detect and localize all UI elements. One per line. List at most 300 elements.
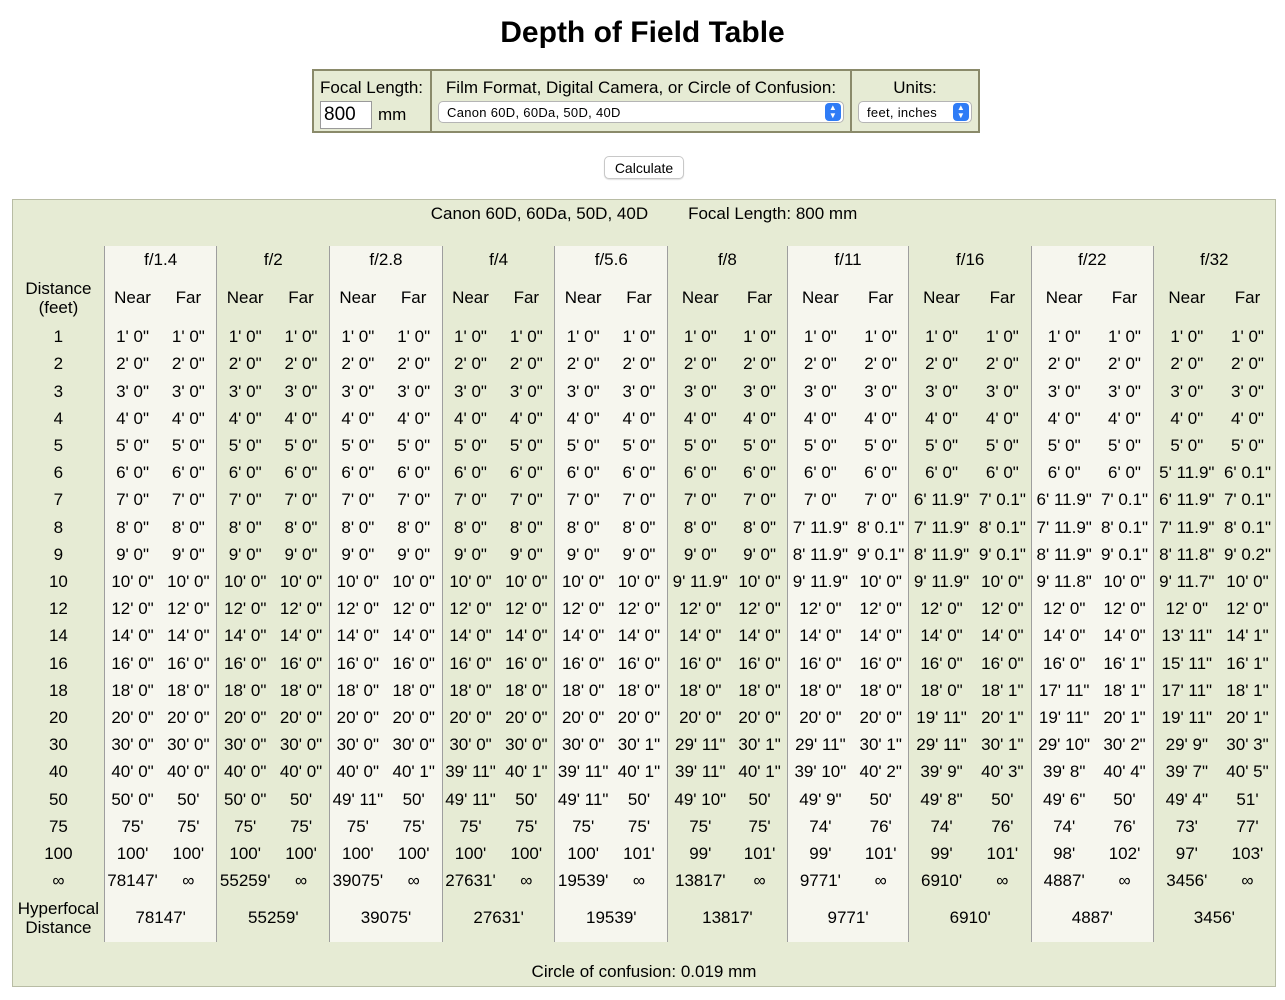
far-header: Far [386, 273, 443, 323]
near-cell: 30' 0" [104, 731, 160, 758]
far-cell: 8' 0.1" [974, 514, 1032, 541]
near-cell: 7' 11.9" [787, 514, 853, 541]
far-cell: 20' 0" [732, 704, 787, 731]
far-cell: 18' 0" [611, 677, 668, 704]
far-cell: 4' 0" [160, 405, 217, 432]
far-cell: 20' 0" [611, 704, 668, 731]
far-cell: 7' 0.1" [974, 486, 1032, 513]
distance-cell: 3 [53, 381, 64, 401]
far-cell: 101' [974, 840, 1032, 867]
far-cell: ∞ [498, 867, 555, 894]
far-cell: 2' 0" [1096, 350, 1153, 377]
far-cell: 75' [386, 813, 443, 840]
near-cell: 75' [555, 813, 611, 840]
near-cell: 99' [787, 840, 853, 867]
far-cell: 30' 1" [732, 731, 787, 758]
far-cell: 8' 0" [160, 514, 217, 541]
table-row [13, 840, 1275, 867]
near-cell: 100' [217, 840, 273, 867]
near-cell: 98' [1032, 840, 1097, 867]
near-cell: 30' 0" [217, 731, 273, 758]
near-cell: 8' 0" [217, 514, 273, 541]
near-cell: 7' 11.9" [1032, 514, 1097, 541]
near-cell: 19' 11" [909, 704, 974, 731]
near-cell: 40' 0" [217, 758, 273, 785]
near-cell: 20' 0" [330, 704, 386, 731]
near-cell: 1' 0" [217, 323, 273, 350]
near-cell: 12' 0" [909, 595, 974, 622]
far-cell: 3' 0" [498, 378, 555, 405]
far-cell: 12' 0" [611, 595, 668, 622]
near-cell: 18' 0" [104, 677, 160, 704]
far-cell: 40' 1" [386, 758, 443, 785]
far-cell: 6' 0" [386, 459, 443, 486]
far-cell: 2' 0" [732, 350, 787, 377]
near-cell: 4' 0" [1153, 405, 1220, 432]
far-cell: 18' 1" [1096, 677, 1153, 704]
result-camera: Canon 60D, 60Da, 50D, 40D [430, 204, 649, 223]
near-cell: 20' 0" [442, 704, 498, 731]
far-cell: 5' 0" [273, 432, 330, 459]
near-cell: 55259' [217, 867, 273, 894]
focal-length-label: Focal Length: [320, 78, 424, 97]
calculator-form [312, 69, 980, 133]
far-cell: 12' 0" [498, 595, 555, 622]
far-cell: 5' 0" [160, 432, 217, 459]
near-cell: 17' 11" [1153, 677, 1220, 704]
distance-cell: 30 [48, 735, 68, 755]
far-cell: 14' 0" [732, 622, 787, 649]
far-cell: 9' 0" [732, 541, 787, 568]
near-cell: 75' [217, 813, 273, 840]
far-cell: 18' 0" [386, 677, 443, 704]
far-cell: 75' [498, 813, 555, 840]
far-cell: 14' 0" [386, 622, 443, 649]
far-cell: 8' 0.1" [853, 514, 909, 541]
far-header: Far [1220, 273, 1275, 323]
far-cell: 8' 0" [273, 514, 330, 541]
far-cell: 4' 0" [853, 405, 909, 432]
near-cell: 14' 0" [787, 622, 853, 649]
near-cell: 4' 0" [668, 405, 733, 432]
far-cell: 101' [853, 840, 909, 867]
near-cell: 1' 0" [668, 323, 733, 350]
distance-header [13, 273, 104, 323]
far-cell: 20' 1" [974, 704, 1032, 731]
near-cell: 29' 11" [909, 731, 974, 758]
near-cell: 8' 11.9" [909, 541, 974, 568]
far-cell: 4' 0" [498, 405, 555, 432]
far-cell: 16' 0" [974, 650, 1032, 677]
far-cell: 9' 0.1" [974, 541, 1032, 568]
near-cell: 6' 0" [787, 459, 853, 486]
near-cell: 49' 6" [1032, 786, 1097, 813]
table-row [13, 541, 1275, 568]
far-cell: 4' 0" [1220, 405, 1275, 432]
format-label: Film Format, Digital Camera, or Circle of Confusion: [445, 78, 837, 97]
far-cell: 40' 0" [273, 758, 330, 785]
near-cell: 12' 0" [330, 595, 386, 622]
near-cell: 49' 9" [787, 786, 853, 813]
far-cell: 5' 0" [1220, 432, 1275, 459]
near-cell: 10' 0" [217, 568, 273, 595]
hyperfocal-cell: 55259' [217, 894, 330, 942]
far-cell: ∞ [1096, 867, 1153, 894]
far-cell: 4' 0" [1096, 405, 1153, 432]
near-cell: 18' 0" [442, 677, 498, 704]
distance-cell: 50 [48, 789, 68, 809]
far-cell: 51' [1220, 786, 1275, 813]
far-cell: ∞ [386, 867, 443, 894]
near-cell: 16' 0" [668, 650, 733, 677]
near-header: Near [909, 273, 974, 323]
near-cell: 5' 0" [1032, 432, 1097, 459]
distance-cell: 4 [53, 408, 64, 428]
near-cell: 9' 0" [668, 541, 733, 568]
far-cell: 5' 0" [611, 432, 668, 459]
far-cell: 9' 0.1" [1096, 541, 1153, 568]
far-cell: 76' [853, 813, 909, 840]
far-cell: 12' 0" [853, 595, 909, 622]
near-cell: 39' 11" [442, 758, 498, 785]
far-cell: 20' 0" [386, 704, 443, 731]
table-row [13, 813, 1275, 840]
near-cell: 7' 0" [330, 486, 386, 513]
hyperfocal-cell: 4887' [1032, 894, 1154, 942]
calculate-button[interactable]: Calculate [604, 156, 684, 179]
near-cell: 6' 0" [104, 459, 160, 486]
near-cell: 6' 0" [1032, 459, 1097, 486]
far-cell: 50' [732, 786, 787, 813]
far-cell: 7' 0" [273, 486, 330, 513]
near-cell: 39' 8" [1032, 758, 1097, 785]
distance-cell: 14 [48, 626, 68, 646]
far-cell: 10' 0" [1096, 568, 1153, 595]
near-cell: 20' 0" [104, 704, 160, 731]
near-cell: 10' 0" [442, 568, 498, 595]
near-cell: 12' 0" [1153, 595, 1220, 622]
far-cell: 7' 0" [853, 486, 909, 513]
near-cell: 29' 9" [1153, 731, 1220, 758]
near-cell: 4' 0" [909, 405, 974, 432]
far-cell: 4' 0" [273, 405, 330, 432]
near-cell: 14' 0" [909, 622, 974, 649]
far-cell: 76' [1096, 813, 1153, 840]
units-select-value: feet, inches [867, 104, 938, 120]
far-cell: 10' 0" [160, 568, 217, 595]
near-cell: 49' 10" [668, 786, 733, 813]
far-cell: 18' 1" [1220, 677, 1275, 704]
near-cell: 19539' [555, 867, 611, 894]
far-cell: 75' [160, 813, 217, 840]
near-cell: 7' 0" [787, 486, 853, 513]
near-cell: 78147' [104, 867, 160, 894]
near-cell: 29' 11" [668, 731, 733, 758]
far-cell: 101' [611, 840, 668, 867]
near-cell: 9' 0" [555, 541, 611, 568]
far-cell: 30' 0" [498, 731, 555, 758]
near-cell: 8' 0" [104, 514, 160, 541]
near-cell: 5' 11.9" [1153, 459, 1220, 486]
distance-header-line1: Distance [25, 279, 92, 299]
near-cell: 3' 0" [787, 378, 853, 405]
far-cell: 50' [853, 786, 909, 813]
aperture-header: f/4 [442, 246, 555, 273]
far-cell: 8' 0.1" [1220, 514, 1275, 541]
table-row [13, 323, 1275, 350]
near-cell: 99' [668, 840, 733, 867]
units-cell [851, 70, 979, 132]
hyperfocal-label [13, 894, 104, 942]
near-cell: 17' 11" [1032, 677, 1097, 704]
far-cell: 75' [732, 813, 787, 840]
near-cell: 13817' [668, 867, 733, 894]
distance-cell: 1 [53, 327, 64, 347]
table-row [13, 867, 1275, 894]
far-header: Far [611, 273, 668, 323]
far-cell: 14' 0" [1096, 622, 1153, 649]
far-cell: 6' 0" [732, 459, 787, 486]
far-cell: 1' 0" [498, 323, 555, 350]
far-cell: 5' 0" [974, 432, 1032, 459]
far-cell: 16' 0" [732, 650, 787, 677]
table-row [13, 378, 1275, 405]
near-header: Near [217, 273, 273, 323]
far-cell: 30' 2" [1096, 731, 1153, 758]
near-cell: 99' [909, 840, 974, 867]
far-cell: 40' 5" [1220, 758, 1275, 785]
far-cell: 50' [974, 786, 1032, 813]
near-cell: 49' 11" [555, 786, 611, 813]
near-cell: 9' 0" [442, 541, 498, 568]
near-cell: 14' 0" [442, 622, 498, 649]
far-cell: 75' [273, 813, 330, 840]
near-cell: 5' 0" [442, 432, 498, 459]
near-cell: 18' 0" [668, 677, 733, 704]
near-cell: 50' 0" [104, 786, 160, 813]
far-cell: 14' 0" [160, 622, 217, 649]
near-cell: 7' 0" [555, 486, 611, 513]
far-cell: 18' 0" [160, 677, 217, 704]
far-cell: ∞ [160, 867, 217, 894]
hyperfocal-cell: 6910' [909, 894, 1032, 942]
near-cell: 15' 11" [1153, 650, 1220, 677]
circle-of-confusion: Circle of confusion: 0.019 mm [531, 962, 757, 981]
far-cell: 100' [386, 840, 443, 867]
format-cell [431, 70, 851, 132]
near-cell: 9' 0" [104, 541, 160, 568]
near-cell: 1' 0" [909, 323, 974, 350]
distance-cell: 8 [53, 517, 64, 537]
near-header: Near [1032, 273, 1097, 323]
hyperfocal-cell: 13817' [668, 894, 788, 942]
far-cell: 9' 0" [611, 541, 668, 568]
near-cell: 3' 0" [330, 378, 386, 405]
near-cell: 12' 0" [787, 595, 853, 622]
far-cell: 9' 0" [386, 541, 443, 568]
result-header [13, 204, 1275, 224]
far-cell: 16' 1" [1096, 650, 1153, 677]
aperture-header: f/8 [668, 246, 788, 273]
near-cell: 4' 0" [330, 405, 386, 432]
near-header: Near [1153, 273, 1220, 323]
far-cell: 18' 0" [273, 677, 330, 704]
far-cell: 14' 0" [498, 622, 555, 649]
near-cell: 6' 0" [217, 459, 273, 486]
near-cell: 4' 0" [1032, 405, 1097, 432]
near-cell: 16' 0" [1032, 650, 1097, 677]
focal-length-input[interactable] [320, 101, 372, 129]
near-cell: 13' 11" [1153, 622, 1220, 649]
far-cell: 10' 0" [1220, 568, 1275, 595]
near-cell: 8' 11.8" [1153, 541, 1220, 568]
far-cell: 2' 0" [1220, 350, 1275, 377]
table-row [13, 514, 1275, 541]
result-focal-length: Focal Length: 800 mm [688, 204, 858, 223]
aperture-header: f/2 [217, 246, 330, 273]
far-cell: 40' 1" [611, 758, 668, 785]
near-cell: 2' 0" [330, 350, 386, 377]
near-cell: 14' 0" [1032, 622, 1097, 649]
near-cell: 8' 0" [668, 514, 733, 541]
far-cell: 16' 0" [498, 650, 555, 677]
near-cell: 12' 0" [1032, 595, 1097, 622]
hyperfocal-cell: 39075' [330, 894, 443, 942]
far-cell: 7' 0" [160, 486, 217, 513]
near-cell: 9' 11.9" [787, 568, 853, 595]
far-header: Far [853, 273, 909, 323]
near-cell: 9771' [787, 867, 853, 894]
hyperfocal-row [13, 894, 1275, 942]
aperture-header: f/5.6 [555, 246, 668, 273]
near-cell: 14' 0" [555, 622, 611, 649]
far-cell: 40' 3" [974, 758, 1032, 785]
far-cell: 16' 0" [853, 650, 909, 677]
far-cell: 2' 0" [160, 350, 217, 377]
aperture-header: f/11 [787, 246, 909, 273]
near-cell: 2' 0" [442, 350, 498, 377]
distance-cell: 100 [44, 844, 73, 864]
near-cell: 9' 11.8" [1032, 568, 1097, 595]
far-cell: 12' 0" [1096, 595, 1153, 622]
table-row [13, 568, 1275, 595]
hyperfocal-cell: 27631' [442, 894, 555, 942]
near-cell: 3' 0" [217, 378, 273, 405]
far-cell: 14' 0" [974, 622, 1032, 649]
table-row [13, 786, 1275, 813]
far-cell: 6' 0" [853, 459, 909, 486]
far-cell: 20' 0" [498, 704, 555, 731]
near-header: Near [442, 273, 498, 323]
near-cell: 20' 0" [217, 704, 273, 731]
far-cell: 20' 0" [160, 704, 217, 731]
far-cell: 30' 0" [273, 731, 330, 758]
near-cell: 9' 11.9" [909, 568, 974, 595]
far-cell: 30' 3" [1220, 731, 1275, 758]
far-cell: 103' [1220, 840, 1275, 867]
near-cell: 9' 0" [330, 541, 386, 568]
distance-cell: 2 [53, 354, 64, 374]
far-cell: 30' 1" [611, 731, 668, 758]
format-select[interactable] [438, 101, 844, 123]
aperture-header: f/22 [1032, 246, 1154, 273]
far-cell: 50' [498, 786, 555, 813]
near-cell: 5' 0" [909, 432, 974, 459]
far-cell: 1' 0" [611, 323, 668, 350]
near-cell: 5' 0" [104, 432, 160, 459]
far-cell: ∞ [611, 867, 668, 894]
far-cell: 5' 0" [853, 432, 909, 459]
near-cell: 73' [1153, 813, 1220, 840]
near-cell: 39' 10" [787, 758, 853, 785]
near-cell: 5' 0" [668, 432, 733, 459]
near-cell: 8' 11.9" [787, 541, 853, 568]
near-cell: 9' 11.9" [668, 568, 733, 595]
hyperfocal-cell: 9771' [787, 894, 909, 942]
near-cell: 4887' [1032, 867, 1097, 894]
far-cell: ∞ [273, 867, 330, 894]
hyperfocal-cell: 78147' [104, 894, 217, 942]
far-cell: 3' 0" [611, 378, 668, 405]
near-cell: 4' 0" [217, 405, 273, 432]
table-row [13, 704, 1275, 731]
near-cell: 3' 0" [909, 378, 974, 405]
near-cell: 12' 0" [104, 595, 160, 622]
far-cell: 1' 0" [273, 323, 330, 350]
far-cell: 7' 0" [386, 486, 443, 513]
far-cell: 40' 0" [160, 758, 217, 785]
far-cell: 50' [386, 786, 443, 813]
near-cell: 2' 0" [104, 350, 160, 377]
far-cell: 30' 1" [974, 731, 1032, 758]
far-cell: 100' [160, 840, 217, 867]
far-cell: 102' [1096, 840, 1153, 867]
aperture-header: f/32 [1153, 246, 1275, 273]
table-row [13, 677, 1275, 704]
far-cell: 2' 0" [273, 350, 330, 377]
far-cell: 18' 1" [974, 677, 1032, 704]
near-cell: 2' 0" [1153, 350, 1220, 377]
near-cell: 18' 0" [217, 677, 273, 704]
far-cell: 8' 0" [611, 514, 668, 541]
near-cell: 75' [442, 813, 498, 840]
near-cell: 6' 11.9" [909, 486, 974, 513]
near-cell: 100' [555, 840, 611, 867]
far-cell: 1' 0" [160, 323, 217, 350]
far-cell: 16' 0" [273, 650, 330, 677]
distance-cell: 40 [48, 762, 68, 782]
near-cell: 7' 0" [668, 486, 733, 513]
far-cell: 20' 0" [273, 704, 330, 731]
focal-length-cell [313, 70, 431, 132]
far-cell: 50' [611, 786, 668, 813]
format-select-value: Canon 60D, 60Da, 50D, 40D [447, 104, 621, 120]
far-cell: 6' 0" [160, 459, 217, 486]
near-cell: 9' 0" [217, 541, 273, 568]
near-cell: 6' 11.9" [1153, 486, 1220, 513]
near-cell: 18' 0" [909, 677, 974, 704]
distance-cell: 12 [48, 599, 68, 619]
near-cell: 6' 11.9" [1032, 486, 1097, 513]
far-cell: 50' [273, 786, 330, 813]
near-cell: 29' 10" [1032, 731, 1097, 758]
near-cell: 3' 0" [442, 378, 498, 405]
near-cell: 6' 0" [668, 459, 733, 486]
units-select[interactable] [858, 101, 972, 123]
near-cell: 8' 0" [330, 514, 386, 541]
near-cell: 19' 11" [1153, 704, 1220, 731]
focal-length-unit: mm [378, 105, 407, 124]
